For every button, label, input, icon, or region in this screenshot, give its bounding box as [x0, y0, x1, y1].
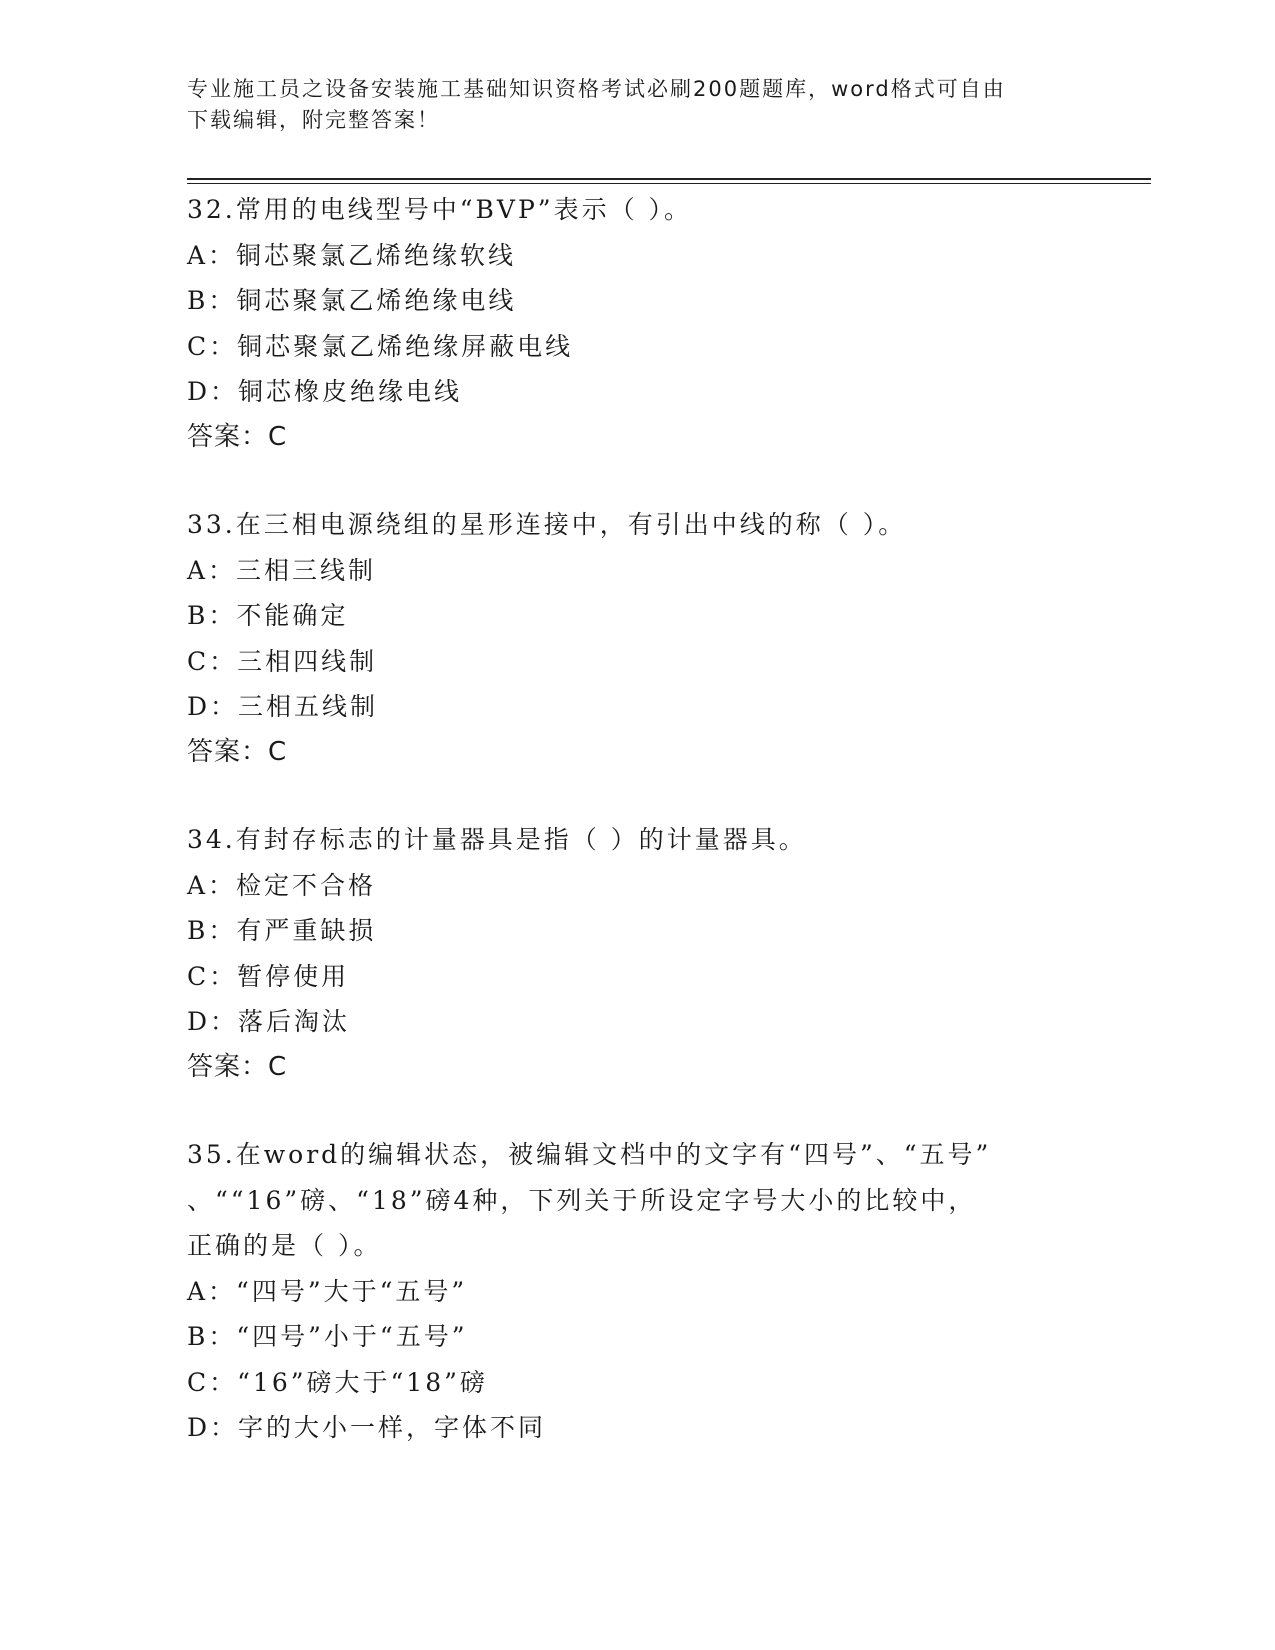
option-a: A：铜芯聚氯乙烯绝缘软线: [187, 240, 517, 270]
option-c: C：暂停使用: [187, 961, 350, 991]
header-title-line-1: 专业施工员之设备安装施工基础知识资格考试必刷200题题库，word格式可自由: [187, 77, 1006, 101]
question-34: [187, 817, 1127, 1090]
option-c: C：铜芯聚氯乙烯绝缘屏蔽电线: [187, 331, 574, 361]
document-header: [187, 74, 1067, 136]
question-stem: 32.常用的电线型号中“BVP”表示（ ）。: [187, 195, 693, 224]
question-stem-line-2: 、““16”磅、“18”磅4种，下列关于所设定字号大小的比较中，: [187, 1185, 977, 1215]
option-d: D：铜芯橡皮绝缘电线: [187, 377, 463, 406]
question-stem: 34.有封存标志的计量器具是指（ ）的计量器具。: [187, 825, 807, 854]
header-title-line-2: 下载编辑，附完整答案！: [187, 108, 440, 132]
option-a: A：“四号”大于“五号”: [187, 1276, 468, 1306]
option-d: D：三相五线制: [187, 692, 379, 721]
question-stem-line-3: 正确的是（ ）。: [187, 1231, 382, 1260]
option-c: C：“16”磅大于“18”磅: [187, 1367, 488, 1397]
question-32: [187, 187, 1127, 460]
answer-label: 答案：C: [187, 421, 288, 452]
question-33: [187, 502, 1127, 775]
header-divider-thin: [187, 183, 1151, 184]
header-divider-thick: [187, 178, 1151, 180]
option-a: A：三相三线制: [187, 555, 377, 585]
option-a: A：检定不合格: [187, 870, 377, 900]
question-stem: 33.在三相电源绕组的星形连接中，有引出中线的称（ ）。: [187, 510, 907, 539]
option-b: B：不能确定: [187, 601, 349, 630]
option-b: B：“四号”小于“五号”: [187, 1322, 468, 1351]
option-c: C：三相四线制: [187, 646, 378, 676]
option-b: B：有严重缺损: [187, 916, 377, 945]
answer-label: 答案：C: [187, 736, 288, 767]
question-stem-line-1: 35.在word的编辑状态，被编辑文档中的文字有“四号”、“五号”: [187, 1140, 992, 1169]
answer-label: 答案：C: [187, 1051, 288, 1082]
question-list: [187, 187, 1127, 1451]
option-b: B：铜芯聚氯乙烯绝缘电线: [187, 286, 517, 315]
option-d: D：字的大小一样，字体不同: [187, 1413, 547, 1442]
option-d: D：落后淘汰: [187, 1007, 351, 1036]
question-35: [187, 1132, 1127, 1451]
